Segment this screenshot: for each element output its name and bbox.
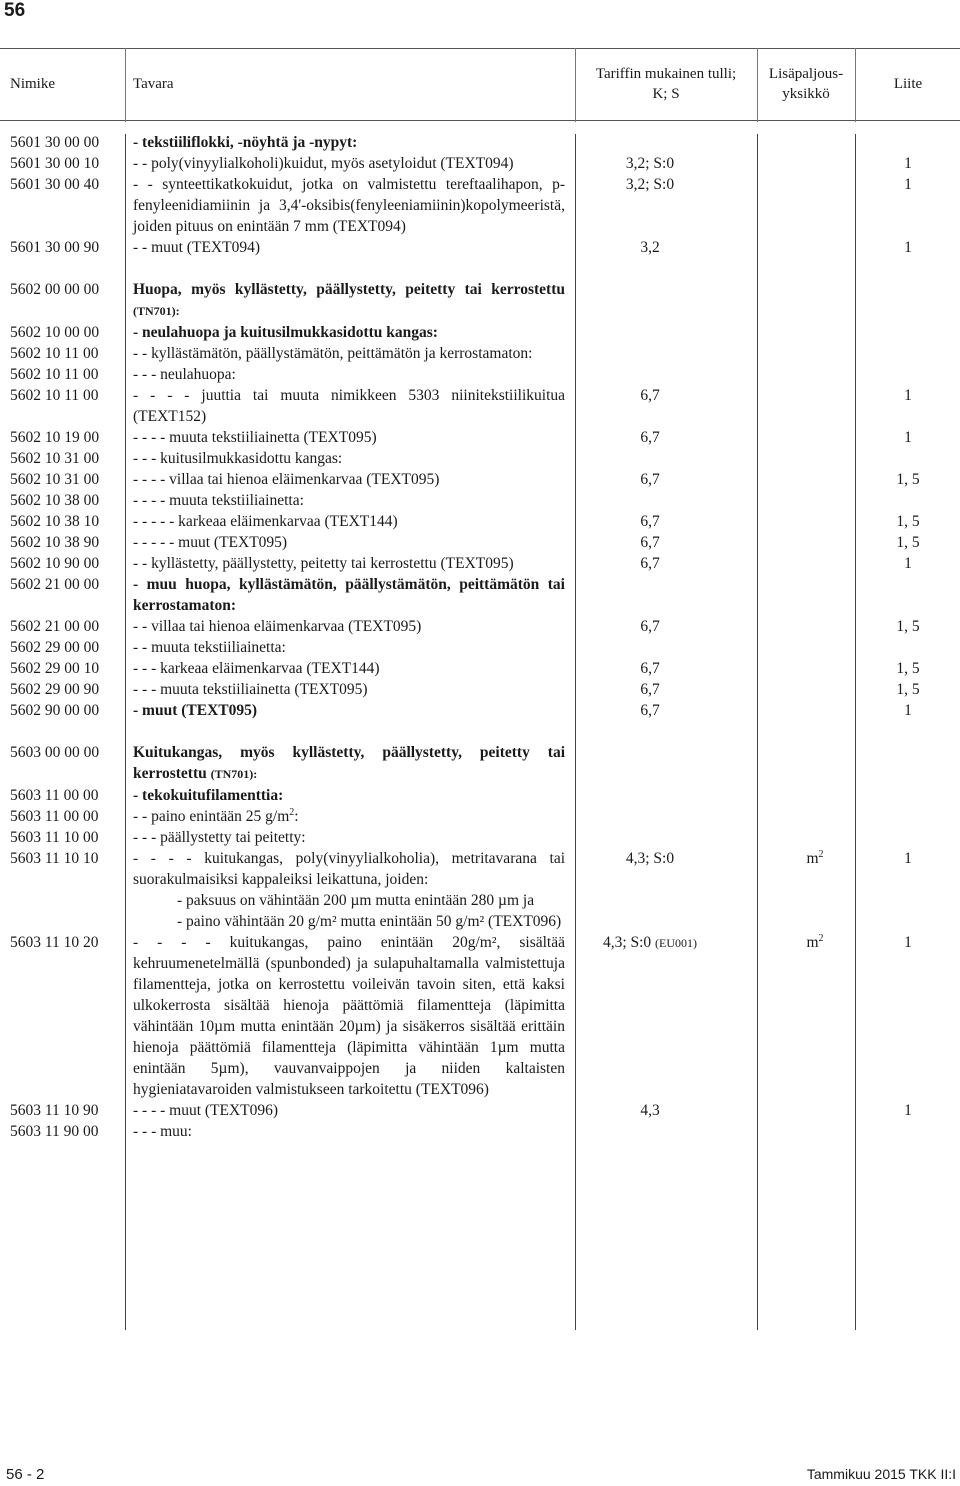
table-row bbox=[0, 448, 960, 469]
description-text: - neulahuopa ja kuitusilmukkasidottu kangas: bbox=[133, 324, 438, 341]
duty-rate-value: 3,2; S:0 bbox=[625, 155, 675, 172]
tariff-code: 5603 00 00 00 bbox=[10, 744, 100, 761]
goods-description bbox=[133, 385, 565, 427]
table-row bbox=[0, 511, 960, 532]
goods-description bbox=[133, 616, 565, 637]
tariff-code: 5603 11 90 00 bbox=[10, 1123, 99, 1140]
table-row bbox=[0, 532, 960, 553]
header-liite: Liite bbox=[893, 76, 923, 92]
duty-rate bbox=[572, 532, 728, 553]
description-text: - - - - villaa tai hienoa eläimenkarvaa (TEXT095) bbox=[133, 471, 440, 488]
tariff-code: 5602 10 11 00 bbox=[10, 366, 99, 383]
tariff-code: 5601 30 00 00 bbox=[10, 134, 100, 151]
supplementary-unit-value: m bbox=[806, 934, 819, 951]
description-text: Huopa, myös kyllästetty, päällystetty, peitetty tai kerrostettu bbox=[133, 281, 565, 298]
table-row bbox=[0, 153, 960, 174]
duty-rate bbox=[572, 848, 728, 869]
tariff-code: 5601 30 00 90 bbox=[10, 239, 100, 256]
tariff-code: 5602 29 00 90 bbox=[10, 681, 100, 698]
goods-description bbox=[133, 1121, 565, 1142]
duty-rate-value: 6,7 bbox=[640, 618, 660, 635]
goods-description bbox=[133, 279, 565, 322]
duty-rate bbox=[572, 1100, 728, 1121]
table-row bbox=[0, 469, 960, 490]
page-number: 56 bbox=[4, 0, 26, 21]
duty-rate-value: 6,7 bbox=[640, 555, 660, 572]
duty-rate-value: 6,7 bbox=[640, 534, 660, 551]
description-text: - - - - muut (TEXT096) bbox=[133, 1102, 279, 1119]
table-header bbox=[0, 48, 960, 120]
tariff-code: 5602 29 00 10 bbox=[10, 660, 100, 677]
description-text: - - - muuta tekstiiliainetta (TEXT095) bbox=[133, 681, 368, 698]
goods-description bbox=[133, 637, 565, 658]
table-row bbox=[0, 848, 960, 932]
footer-edition: Tammikuu 2015 TKK II:I bbox=[806, 1466, 956, 1482]
description-condition: - paino vähintään 20 g/m² mutta enintään 50 g/m² (TEXT096) bbox=[177, 913, 562, 930]
tariff-code: 5602 10 31 00 bbox=[10, 450, 100, 467]
duty-rate-value: 4,3; S:0 bbox=[602, 934, 652, 951]
annex-ref: 1 bbox=[904, 702, 912, 719]
duty-rate bbox=[572, 932, 728, 954]
table-row bbox=[0, 322, 960, 343]
tariff-code: 5602 10 11 00 bbox=[10, 387, 99, 404]
description-superscript: 2 bbox=[289, 806, 295, 818]
duty-rate-value: 6,7 bbox=[640, 429, 660, 446]
goods-description bbox=[133, 490, 565, 511]
description-text: - tekstiiliflokki, -nöyhtä ja -nypyt: bbox=[133, 134, 358, 151]
description-text: - - - - - muut (TEXT095) bbox=[133, 534, 288, 551]
table-row bbox=[0, 132, 960, 153]
duty-footnote: (EU001) bbox=[655, 936, 698, 950]
section-gap bbox=[0, 258, 960, 279]
table-row bbox=[0, 827, 960, 848]
description-text: - - - päällystetty tai peitetty: bbox=[133, 829, 306, 846]
header-divider bbox=[575, 48, 576, 122]
tariff-code: 5603 11 00 00 bbox=[10, 808, 99, 825]
annex-ref: 1 bbox=[904, 429, 912, 446]
table-row bbox=[0, 174, 960, 237]
tariff-code: 5602 10 38 10 bbox=[10, 513, 100, 530]
supplementary-unit-exponent: 2 bbox=[818, 848, 824, 860]
table-row bbox=[0, 237, 960, 258]
duty-rate bbox=[572, 553, 728, 574]
duty-rate-value: 3,2; S:0 bbox=[625, 176, 675, 193]
annex-ref: 1, 5 bbox=[896, 534, 920, 551]
goods-description bbox=[133, 427, 565, 448]
description-text: - - - neulahuopa: bbox=[133, 366, 236, 383]
annex-ref: 1, 5 bbox=[896, 681, 920, 698]
description-text: - - kyllästetty, päällystetty, peitetty tai kerrostettu (TEXT095) bbox=[133, 555, 514, 572]
table-row bbox=[0, 574, 960, 616]
duty-rate bbox=[572, 658, 728, 679]
table-row bbox=[0, 1121, 960, 1142]
goods-description bbox=[133, 132, 565, 153]
goods-description bbox=[133, 364, 565, 385]
duty-rate bbox=[572, 616, 728, 637]
duty-rate bbox=[572, 153, 728, 174]
table-row bbox=[0, 385, 960, 427]
description-text: - - villaa tai hienoa eläimenkarvaa (TEXT095) bbox=[133, 618, 422, 635]
annex-ref: 1, 5 bbox=[896, 513, 920, 530]
description-text: - - muut (TEXT094) bbox=[133, 239, 260, 256]
table-row bbox=[0, 616, 960, 637]
goods-description bbox=[133, 174, 565, 237]
goods-description bbox=[133, 553, 565, 574]
annex-ref: 1 bbox=[904, 239, 912, 256]
tariff-code: 5602 00 00 00 bbox=[10, 281, 100, 298]
duty-rate bbox=[572, 700, 728, 721]
description-text: - - - karkeaa eläimenkarvaa (TEXT144) bbox=[133, 660, 380, 677]
goods-description bbox=[133, 322, 565, 343]
description-text: - - - - juuttia tai muuta nimikkeen 5303 niinitekstiilikuitua (TEXT152) bbox=[133, 387, 565, 425]
goods-description bbox=[133, 700, 565, 721]
annex-ref: 1, 5 bbox=[896, 471, 920, 488]
tariff-code: 5602 21 00 00 bbox=[10, 576, 100, 593]
table-row bbox=[0, 785, 960, 806]
table-row bbox=[0, 700, 960, 721]
table-row bbox=[0, 427, 960, 448]
duty-rate-value: 6,7 bbox=[640, 681, 660, 698]
goods-description bbox=[133, 785, 565, 806]
duty-rate bbox=[572, 237, 728, 258]
tariff-code: 5601 30 00 40 bbox=[10, 176, 100, 193]
supplementary-unit-value: m bbox=[806, 850, 819, 867]
table-row bbox=[0, 279, 960, 322]
table-row bbox=[0, 742, 960, 785]
goods-description bbox=[133, 658, 565, 679]
duty-rate-value: 6,7 bbox=[640, 660, 660, 677]
table-row bbox=[0, 553, 960, 574]
table-row bbox=[0, 490, 960, 511]
duty-rate bbox=[572, 174, 728, 195]
table-row bbox=[0, 1100, 960, 1121]
tariff-code: 5603 11 00 00 bbox=[10, 787, 99, 804]
duty-rate bbox=[572, 469, 728, 490]
header-tulli-line1: Tariffin mukainen tulli; bbox=[595, 66, 737, 82]
duty-rate-value: 6,7 bbox=[640, 387, 660, 404]
description-text: - tekokuitufilamenttia: bbox=[133, 787, 284, 804]
header-bottom-rule bbox=[0, 120, 960, 121]
header-lisa-line2: yksikkö bbox=[782, 86, 830, 102]
tariff-code: 5602 10 90 00 bbox=[10, 555, 100, 572]
description-text: - - - kuitusilmukkasidottu kangas: bbox=[133, 450, 343, 467]
table-row bbox=[0, 658, 960, 679]
supplementary-unit-exponent: 2 bbox=[818, 932, 824, 944]
header-nimike: Nimike bbox=[10, 76, 55, 92]
header-divider bbox=[125, 48, 126, 122]
description-text: - - - - muuta tekstiiliainetta: bbox=[133, 492, 304, 509]
annex-ref: 1, 5 bbox=[896, 618, 920, 635]
goods-description bbox=[133, 679, 565, 700]
goods-description bbox=[133, 742, 565, 785]
table-row bbox=[0, 806, 960, 827]
description-text: - - paino enintään 25 g/m bbox=[133, 808, 290, 825]
annex-ref: 1 bbox=[904, 934, 912, 951]
duty-rate-value: 6,7 bbox=[640, 471, 660, 488]
table-row bbox=[0, 364, 960, 385]
tariff-code: 5603 11 10 20 bbox=[10, 934, 99, 951]
description-note-ref: (TN701): bbox=[133, 304, 180, 318]
duty-rate bbox=[572, 511, 728, 532]
tariff-code: 5602 29 00 00 bbox=[10, 639, 100, 656]
header-lisapaljousyksikko bbox=[758, 64, 854, 104]
tariff-code: 5602 10 11 00 bbox=[10, 345, 99, 362]
description-condition: - paksuus on vähintään 200 µm mutta enintään 280 µm ja bbox=[177, 892, 535, 909]
tariff-code: 5602 10 31 00 bbox=[10, 471, 100, 488]
header-tavara: Tavara bbox=[133, 76, 174, 92]
annex-ref: 1 bbox=[904, 555, 912, 572]
description-text: - - - - - karkeaa eläimenkarvaa (TEXT144) bbox=[133, 513, 398, 530]
supplementary-unit bbox=[770, 848, 860, 869]
tariff-code: 5602 21 00 00 bbox=[10, 618, 100, 635]
description-text: - muut (TEXT095) bbox=[133, 702, 258, 719]
duty-rate-value: 6,7 bbox=[640, 513, 660, 530]
description-text: - - - - kuitukangas, poly(vinyylialkoholia), metritavarana tai suorakulmaisiksi kappaleiksi leikattuna, joiden: bbox=[133, 850, 565, 888]
description-note-ref: (TN701): bbox=[210, 767, 258, 781]
tariff-table-body bbox=[0, 132, 960, 1142]
annex-ref: 1 bbox=[904, 1102, 912, 1119]
table-row bbox=[0, 343, 960, 364]
goods-description bbox=[133, 511, 565, 532]
goods-description bbox=[133, 806, 565, 827]
description-text: - - muuta tekstiiliainetta: bbox=[133, 639, 286, 656]
tariff-code: 5602 10 00 00 bbox=[10, 324, 100, 341]
tariff-code: 5601 30 00 10 bbox=[10, 155, 100, 172]
annex-ref: 1, 5 bbox=[896, 660, 920, 677]
description-text: - muu huopa, kyllästämätön, päällystämätön, peittämätön tai kerrostamaton: bbox=[133, 576, 565, 614]
header-tulli bbox=[578, 64, 754, 104]
description-text: Kuitukangas, myös kyllästetty, päällystetty, peitetty tai kerrostettu bbox=[133, 744, 565, 782]
goods-description bbox=[133, 932, 565, 1100]
duty-rate-value: 4,3 bbox=[640, 1102, 660, 1119]
description-text: - - - - muuta tekstiiliainetta (TEXT095) bbox=[133, 429, 377, 446]
goods-description bbox=[133, 343, 565, 364]
description-text: - - - - kuitukangas, paino enintään 20g/m², sisältää kehruumenetelmällä (spunbonded) ja sulapuhaltamalla valmistettuja filamentteja, jotka on kerrostettu voileivän tavoin siten, että kaksi ulkokerrosta sisältää hienoja päättömiä filamentteja (läpimitta vähintään 10µm mutta enintään 20µm) ja sisäkerros sisältää erittäin hienoja päättömiä filamentteja (läpimitta vähintään 1µm mutta enintään 5µm), vauvanvaippojen ja niiden kaltaisten hygieniatavaroiden valmistukseen tarkoitettu (TEXT096) bbox=[133, 934, 565, 1098]
tariff-code: 5603 11 10 00 bbox=[10, 829, 99, 846]
tariff-code: 5603 11 10 10 bbox=[10, 850, 99, 867]
description-suffix: : bbox=[294, 808, 299, 825]
description-text: - - kyllästämätön, päällystämätön, peittämätön ja kerrostamaton: bbox=[133, 345, 533, 362]
goods-description bbox=[133, 469, 565, 490]
tariff-code: 5602 10 19 00 bbox=[10, 429, 100, 446]
description-text: - - - muu: bbox=[133, 1123, 192, 1140]
annex-ref: 1 bbox=[904, 850, 912, 867]
duty-rate-value: 3,2 bbox=[640, 239, 660, 256]
table-row bbox=[0, 637, 960, 658]
header-tulli-line2: K; S bbox=[652, 86, 680, 102]
duty-rate bbox=[572, 385, 728, 406]
annex-ref: 1 bbox=[904, 155, 912, 172]
duty-rate-value: 6,7 bbox=[640, 702, 660, 719]
goods-description bbox=[133, 848, 565, 932]
description-text: - - poly(vinyylialkoholi)kuidut, myös asetyloidut (TEXT094) bbox=[133, 155, 514, 172]
annex-ref: 1 bbox=[904, 176, 912, 193]
tariff-code: 5603 11 10 90 bbox=[10, 1102, 99, 1119]
tariff-code: 5602 10 38 00 bbox=[10, 492, 100, 509]
tariff-code: 5602 90 00 00 bbox=[10, 702, 100, 719]
goods-description bbox=[133, 448, 565, 469]
description-text: - - synteettikatkokuidut, jotka on valmistettu tereftaalihapon, p-fenyleenidiamiinin ja 3,4'-oksibis(fenyleeniamiinin)kopolymeeristä, joiden pituus on enintään 7 mm (TEXT094) bbox=[133, 176, 565, 235]
annex-ref: 1 bbox=[904, 387, 912, 404]
header-lisa-line1: Lisäpaljous- bbox=[768, 66, 844, 82]
duty-rate-value: 4,3; S:0 bbox=[625, 850, 675, 867]
goods-description bbox=[133, 532, 565, 553]
footer-page-ref: 56 - 2 bbox=[6, 1466, 45, 1483]
goods-description bbox=[133, 237, 565, 258]
goods-description bbox=[133, 574, 565, 616]
goods-description bbox=[133, 827, 565, 848]
supplementary-unit bbox=[770, 932, 860, 953]
duty-rate bbox=[572, 427, 728, 448]
tariff-code: 5602 10 38 90 bbox=[10, 534, 100, 551]
duty-rate bbox=[572, 679, 728, 700]
table-row bbox=[0, 679, 960, 700]
header-top-rule bbox=[0, 48, 960, 49]
goods-description bbox=[133, 1100, 565, 1121]
table-row bbox=[0, 932, 960, 1100]
section-gap bbox=[0, 721, 960, 742]
goods-description bbox=[133, 153, 565, 174]
